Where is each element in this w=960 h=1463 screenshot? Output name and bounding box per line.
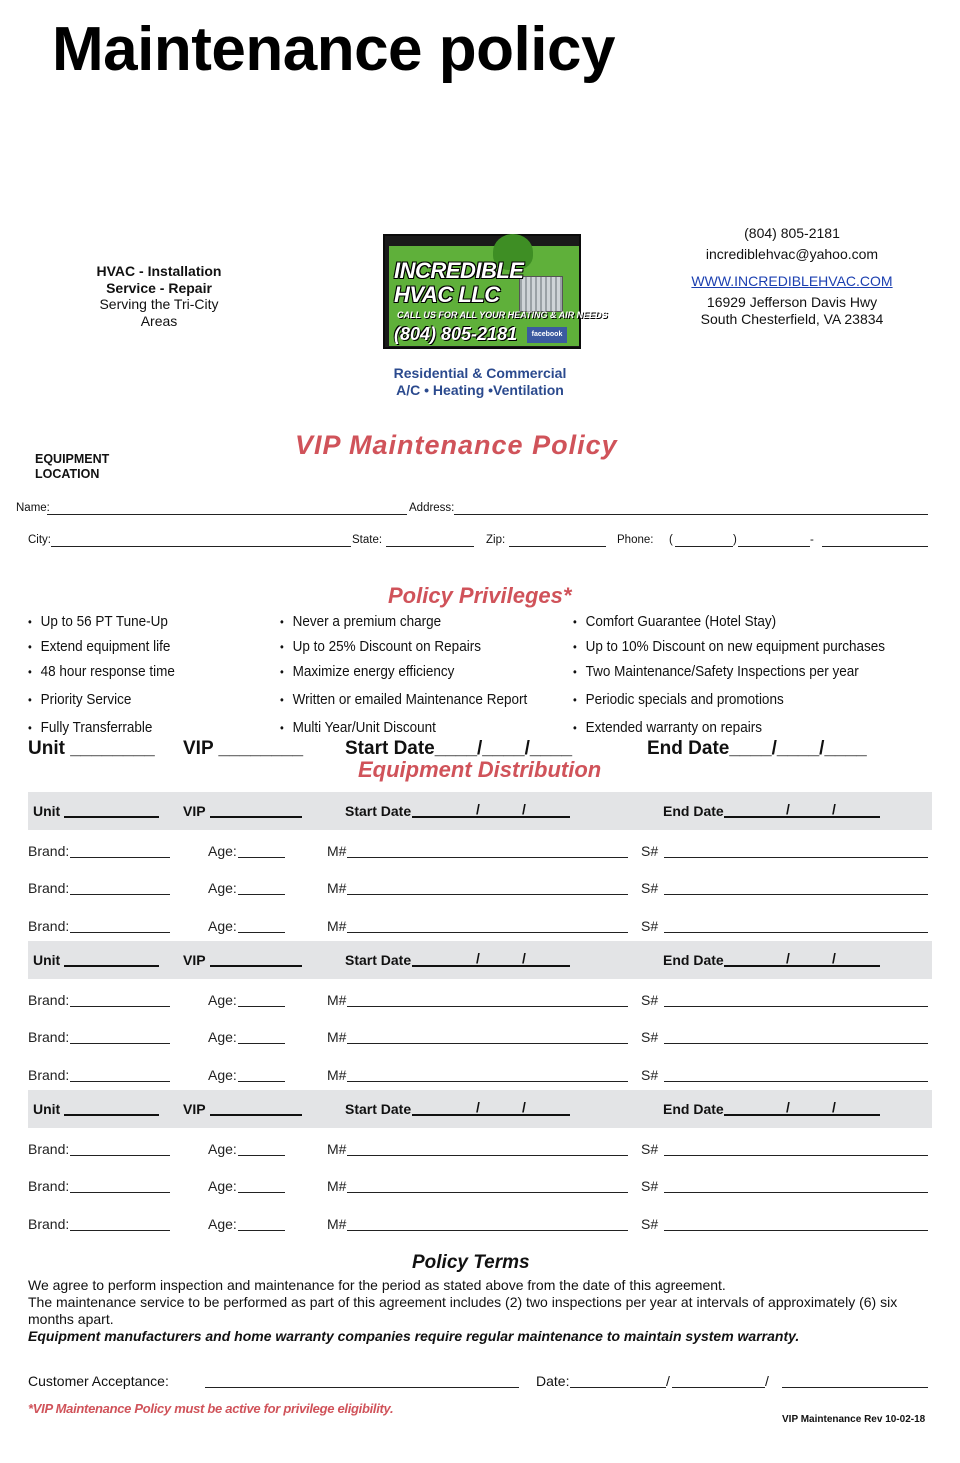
privilege-item — [28, 638, 170, 655]
serial-label: S# — [641, 843, 659, 859]
unit-label: Unit — [33, 1101, 61, 1117]
age-label: Age: — [208, 1029, 237, 1045]
bullet-icon: • — [28, 721, 32, 735]
terms-line: We agree to perform inspection and maintenance for the period as stated above from the date of this agreement. — [28, 1277, 726, 1293]
brand-label: Brand: — [28, 843, 70, 859]
privilege-item — [573, 691, 784, 708]
privilege-text: Extend equipment life — [40, 638, 171, 655]
zip-label: Zip: — [486, 534, 506, 546]
state-label: State: — [352, 534, 383, 546]
signature-field[interactable] — [205, 1387, 519, 1388]
brand-field[interactable] — [70, 1043, 170, 1044]
bullet-icon: • — [28, 640, 32, 654]
revision-label: VIP Maintenance Rev 10-02-18 — [782, 1414, 926, 1425]
bullet-icon: • — [573, 640, 577, 654]
end-date-label: End Date — [663, 803, 724, 819]
serial-label: S# — [641, 918, 659, 934]
summary-vip: VIP ________ — [183, 738, 304, 759]
privilege-item — [28, 663, 175, 680]
brand-field[interactable] — [70, 1081, 170, 1082]
privilege-text: Two Maintenance/Safety Inspections per year — [585, 663, 859, 680]
end-date-field[interactable] — [724, 965, 880, 967]
privilege-text: Extended warranty on repairs — [585, 719, 762, 736]
privilege-text: Maximize energy efficiency — [292, 663, 455, 680]
start-date-label: Start Date — [345, 952, 412, 968]
serial-label: S# — [641, 1141, 659, 1157]
phone-prefix-field[interactable] — [738, 546, 810, 547]
facebook-icon: facebook — [527, 327, 567, 343]
date-slash: / — [832, 950, 836, 966]
label-line: LOCATION — [35, 467, 100, 481]
summary-start-date: Start Date____/____/____ — [345, 738, 573, 759]
contact-email[interactable]: incrediblehvac@yahoo.com — [705, 246, 879, 262]
privilege-item — [280, 613, 441, 630]
age-field[interactable] — [238, 1192, 285, 1193]
serial-number-field[interactable] — [664, 1006, 928, 1007]
privilege-item — [28, 719, 152, 736]
vip-field[interactable] — [210, 1114, 302, 1116]
tagline-line: Serving the Tri-City — [99, 296, 219, 312]
privilege-item — [280, 691, 527, 708]
model-label: M# — [327, 843, 347, 859]
date-slash: / — [522, 801, 526, 817]
phone-line-field[interactable] — [822, 546, 928, 547]
vip-label: VIP — [183, 952, 206, 968]
brand-field[interactable] — [70, 932, 170, 933]
serial-label: S# — [641, 1067, 659, 1083]
model-label: M# — [327, 880, 347, 896]
date-slash: / — [476, 950, 480, 966]
brand-label: Brand: — [28, 992, 70, 1008]
unit-label: Unit — [33, 803, 61, 819]
privilege-text: Priority Service — [40, 691, 132, 708]
bullet-icon: • — [280, 721, 284, 735]
serial-number-field[interactable] — [664, 1230, 928, 1231]
tagline-line: HVAC - Installation — [96, 263, 222, 279]
phone-area-field[interactable] — [675, 546, 733, 547]
terms-line: The maintenance service to be performed as part of this agreement includes (2) two inspections per year at intervals of approximately (6) six months apart. — [28, 1294, 898, 1327]
acceptance-label: Customer Acceptance: — [28, 1373, 169, 1389]
model-number-field[interactable] — [347, 1006, 628, 1007]
date-day-field[interactable] — [672, 1387, 765, 1388]
unit-field[interactable] — [64, 1114, 159, 1116]
privilege-item — [280, 638, 481, 655]
website-link[interactable]: WWW.INCREDIBLEHVAC.COM — [691, 273, 893, 289]
ac-unit-icon — [519, 276, 563, 312]
model-number-field[interactable] — [347, 1155, 628, 1156]
serial-number-field[interactable] — [664, 894, 928, 895]
date-slash: / — [476, 1099, 480, 1115]
privilege-item — [573, 719, 762, 736]
date-year-field[interactable] — [782, 1387, 928, 1388]
privilege-text: Fully Transferrable — [40, 719, 153, 736]
model-label: M# — [327, 1216, 347, 1232]
age-field[interactable] — [238, 894, 285, 895]
model-label: M# — [327, 918, 347, 934]
summary-unit: Unit ________ — [28, 738, 155, 759]
privilege-item — [573, 638, 885, 655]
privilege-text: Never a premium charge — [292, 613, 442, 630]
model-label: M# — [327, 1141, 347, 1157]
age-label: Age: — [208, 1067, 237, 1083]
company-logo — [383, 234, 608, 349]
serial-number-field[interactable] — [664, 1081, 928, 1082]
privilege-item — [573, 663, 859, 680]
brand-field[interactable] — [70, 1155, 170, 1156]
age-field[interactable] — [238, 857, 285, 858]
date-slash: / — [832, 801, 836, 817]
serial-number-field[interactable] — [664, 857, 928, 858]
city-label: City: — [28, 534, 51, 546]
model-number-field[interactable] — [347, 1043, 628, 1044]
unit-field[interactable] — [64, 816, 159, 818]
bullet-icon: • — [573, 665, 577, 679]
privilege-text: Up to 10% Discount on new equipment purchases — [585, 638, 886, 655]
vip-field[interactable] — [210, 816, 302, 818]
date-slash: / — [522, 1099, 526, 1115]
serial-number-field[interactable] — [664, 1155, 928, 1156]
bullet-icon: • — [280, 640, 284, 654]
privilege-item — [280, 719, 436, 736]
logo-slogan: CALL US FOR ALL YOUR HEATING & AIR NEEDS — [397, 310, 608, 320]
age-field[interactable] — [238, 932, 285, 933]
bullet-icon: • — [280, 665, 284, 679]
brand-label: Brand: — [28, 1029, 70, 1045]
vip-field[interactable] — [210, 965, 302, 967]
logo-phone: (804) 805-2181 — [394, 324, 518, 344]
vip-label: VIP — [183, 1101, 206, 1117]
date-slash: / — [832, 1099, 836, 1115]
tagline-line: Service - Repair — [106, 279, 212, 296]
age-field[interactable] — [238, 1043, 285, 1044]
summary-end-date: End Date____/____/____ — [647, 738, 867, 759]
vip-label: VIP — [183, 803, 206, 819]
date-slash: / — [522, 950, 526, 966]
date-month-field[interactable] — [570, 1387, 666, 1388]
model-number-field[interactable] — [347, 894, 628, 895]
end-date-label: End Date — [663, 1101, 724, 1117]
brand-field[interactable] — [70, 894, 170, 895]
equipment-location-label — [35, 452, 109, 482]
date-slash: / — [786, 1099, 790, 1115]
eligibility-footnote: *VIP Maintenance Policy must be active for privilege eligibility. — [28, 1401, 394, 1416]
company-tagline — [70, 263, 248, 329]
age-label: Age: — [208, 992, 237, 1008]
service-line: Residential & Commercial — [393, 365, 567, 381]
contact-phone: (804) 805-2181 — [744, 225, 840, 241]
serial-number-field[interactable] — [664, 1192, 928, 1193]
model-label: M# — [327, 992, 347, 1008]
serial-label: S# — [641, 1178, 659, 1194]
age-field[interactable] — [238, 1230, 285, 1231]
age-field[interactable] — [238, 1081, 285, 1082]
brand-field[interactable] — [70, 1006, 170, 1007]
service-line: A/C • Heating •Ventilation — [396, 382, 564, 398]
age-label: Age: — [208, 1216, 237, 1232]
privilege-text: Up to 25% Discount on Repairs — [292, 638, 481, 655]
page-title: Maintenance policy — [52, 15, 615, 84]
state-field[interactable] — [386, 546, 474, 547]
model-number-field[interactable] — [347, 857, 628, 858]
zip-field[interactable] — [509, 546, 606, 547]
bullet-icon: • — [573, 721, 577, 735]
label-line: EQUIPMENT — [35, 452, 110, 466]
privilege-item — [28, 613, 168, 630]
date-slash: / — [765, 1373, 769, 1389]
logo-text: INCREDIBLE — [394, 258, 524, 283]
model-label: M# — [327, 1178, 347, 1194]
brand-label: Brand: — [28, 1178, 70, 1194]
brand-field[interactable] — [70, 1230, 170, 1231]
address-line: 16929 Jefferson Davis Hwy — [706, 294, 878, 310]
service-types — [380, 365, 580, 399]
bullet-icon: • — [28, 665, 32, 679]
serial-number-field[interactable] — [664, 932, 928, 933]
privilege-text: Written or emailed Maintenance Report — [292, 691, 528, 708]
privilege-text: Multi Year/Unit Discount — [292, 719, 436, 736]
date-slash: / — [786, 801, 790, 817]
phone-paren-open: ( — [669, 534, 673, 546]
privilege-text: 48 hour response time — [40, 663, 175, 680]
model-number-field[interactable] — [347, 1192, 628, 1193]
unit-label: Unit — [33, 952, 61, 968]
serial-label: S# — [641, 992, 659, 1008]
start-date-field[interactable] — [412, 816, 570, 818]
privilege-text: Up to 56 PT Tune-Up — [40, 613, 168, 630]
age-field[interactable] — [238, 1155, 285, 1156]
privilege-item — [280, 663, 454, 680]
date-slash: / — [476, 801, 480, 817]
distribution-title: Equipment Distribution — [358, 757, 602, 782]
terms-title: Policy Terms — [412, 1252, 530, 1273]
privilege-item — [573, 613, 776, 630]
phone-label: Phone: — [617, 534, 654, 546]
end-date-label: End Date — [663, 952, 724, 968]
terms-warranty-note: Equipment manufacturers and home warranty companies require regular maintenance to maintain system warranty. — [28, 1328, 800, 1344]
start-date-label: Start Date — [345, 1101, 412, 1117]
model-label: M# — [327, 1067, 347, 1083]
bullet-icon: • — [573, 615, 577, 629]
address-field[interactable] — [454, 514, 928, 515]
phone-dash: - — [810, 534, 814, 546]
brand-field[interactable] — [70, 1192, 170, 1193]
age-label: Age: — [208, 843, 237, 859]
model-number-field[interactable] — [347, 1230, 628, 1231]
contact-block — [680, 225, 904, 328]
end-date-field[interactable] — [724, 816, 880, 818]
date-slash: / — [786, 950, 790, 966]
address-line: South Chesterfield, VA 23834 — [700, 311, 884, 327]
bullet-icon: • — [28, 693, 32, 707]
logo-text: HVAC LLC — [394, 282, 500, 307]
age-label: Age: — [208, 1141, 237, 1157]
privilege-text: Periodic specials and promotions — [585, 691, 784, 708]
model-number-field[interactable] — [347, 932, 628, 933]
brand-label: Brand: — [28, 918, 70, 934]
brand-label: Brand: — [28, 1216, 70, 1232]
model-label: M# — [327, 1029, 347, 1045]
serial-label: S# — [641, 1029, 659, 1045]
age-label: Age: — [208, 918, 237, 934]
serial-label: S# — [641, 880, 659, 896]
start-date-field[interactable] — [412, 1114, 570, 1116]
terms-text — [28, 1277, 908, 1345]
model-number-field[interactable] — [347, 1081, 628, 1082]
unit-header-band — [28, 941, 932, 979]
privileges-title: Policy Privileges* — [388, 583, 572, 608]
unit-field[interactable] — [64, 965, 159, 967]
serial-label: S# — [641, 1216, 659, 1232]
tagline-line: Areas — [140, 312, 178, 329]
brand-label: Brand: — [28, 880, 70, 896]
name-label: Name: — [16, 502, 50, 514]
name-field[interactable] — [47, 514, 407, 515]
unit-header-band — [28, 792, 932, 830]
brand-label: Brand: — [28, 1067, 70, 1083]
bullet-icon: • — [280, 693, 284, 707]
age-label: Age: — [208, 1178, 237, 1194]
date-slash: / — [666, 1373, 670, 1389]
unit-header-band — [28, 1090, 932, 1128]
brand-field[interactable] — [70, 857, 170, 858]
address-label: Address: — [409, 502, 455, 514]
bullet-icon: • — [28, 615, 32, 629]
start-date-label: Start Date — [345, 803, 412, 819]
bullet-icon: • — [280, 615, 284, 629]
start-date-field[interactable] — [412, 965, 570, 967]
age-field[interactable] — [238, 1006, 285, 1007]
serial-number-field[interactable] — [664, 1043, 928, 1044]
brand-label: Brand: — [28, 1141, 70, 1157]
age-label: Age: — [208, 880, 237, 896]
privilege-item — [28, 691, 131, 708]
end-date-field[interactable] — [724, 1114, 880, 1116]
city-field[interactable] — [51, 546, 351, 547]
phone-paren-close: ) — [733, 534, 737, 546]
bullet-icon: • — [573, 693, 577, 707]
date-label: Date: — [536, 1373, 570, 1389]
privilege-text: Comfort Guarantee (Hotel Stay) — [585, 613, 777, 630]
form-title: VIP Maintenance Policy — [295, 430, 618, 460]
